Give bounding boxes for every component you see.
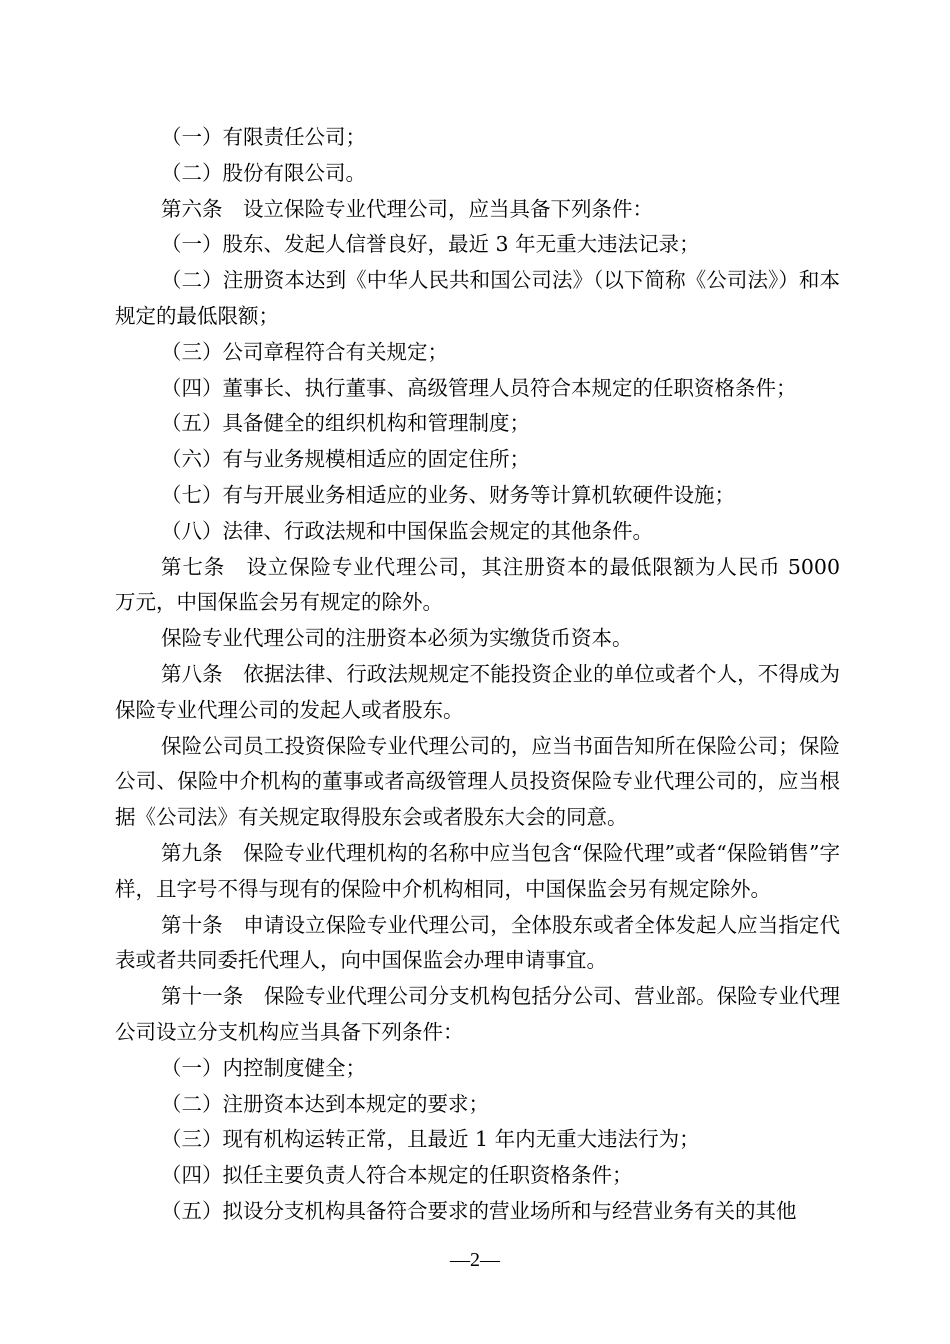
paragraph: （二）股份有限公司。 — [161, 160, 366, 185]
paragraph: 第八条 依据法律、行政法规规定不能投资企业的单位或者个人，不得成为保险专业代理公司的发起人或者股东。 — [115, 661, 840, 722]
paragraph: （七）有与开展业务相适应的业务、财务等计算机软硬件设施； — [161, 482, 735, 507]
paragraph: （二）注册资本达到《中华人民共和国公司法》（以下简称《公司法》）和本规定的最低限额； — [115, 268, 840, 328]
paragraph: 第六条 设立保险专业代理公司，应当具备下列条件： — [161, 196, 653, 221]
document-body — [115, 120, 840, 1230]
paragraph: （四）拟任主要负责人符合本规定的任职资格条件； — [161, 1163, 633, 1188]
paragraph: （一）有限责任公司； — [161, 125, 366, 149]
paragraph: 第十一条 保险专业代理公司分支机构包括分公司、营业部。保险专业代理公司设立分支机构应当具备下列条件： — [115, 984, 840, 1044]
paragraph: 保险专业代理公司的注册资本必须为实缴货币资本。 — [161, 626, 633, 651]
paragraph: （一）内控制度健全； — [161, 1055, 366, 1080]
paragraph: 第九条 保险专业代理机构的名称中应当包含“保险代理”或者“保险销售”字样，且字号不得与现有的保险中介机构相同，中国保监会另有规定除外。 — [115, 840, 840, 901]
paragraph: （五）拟设分支机构具备符合要求的营业场所和与经营业务有关的其他 — [161, 1198, 797, 1223]
paragraph: （四）董事长、执行董事、高级管理人员符合本规定的任职资格条件； — [161, 375, 797, 400]
paragraph: （八）法律、行政法规和中国保监会规定的其他条件。 — [161, 518, 653, 543]
paragraph: （一）股东、发起人信誉良好，最近 3 年无重大违法记录； — [161, 232, 700, 257]
paragraph: 第十条 申请设立保险专业代理公司，全体股东或者全体发起人应当指定代表或者共同委托代理人，向中国保监会办理申请事宜。 — [115, 912, 840, 973]
paragraph: （二）注册资本达到本规定的要求； — [161, 1091, 489, 1116]
paragraph: （三）现有机构运转正常，且最近 1 年内无重大违法行为； — [161, 1127, 700, 1152]
paragraph: （五）具备健全的组织机构和管理制度； — [161, 411, 530, 436]
paragraph: 保险公司员工投资保险专业代理公司的，应当书面告知所在保险公司；保险公司、保险中介机构的董事或者高级管理人员投资保险专业代理公司的，应当根据《公司法》有关规定取得股东会或者股东大会的同意。 — [115, 733, 840, 830]
paragraph: （三）公司章程符合有关规定； — [161, 339, 448, 364]
paragraph: （六）有与业务规模相适应的固定住所； — [161, 447, 530, 472]
paragraph: 第七条 设立保险专业代理公司，其注册资本的最低限额为人民币 5000 万元，中国保监会另有规定的除外。 — [115, 554, 840, 615]
page-number: —2— — [450, 1249, 500, 1271]
